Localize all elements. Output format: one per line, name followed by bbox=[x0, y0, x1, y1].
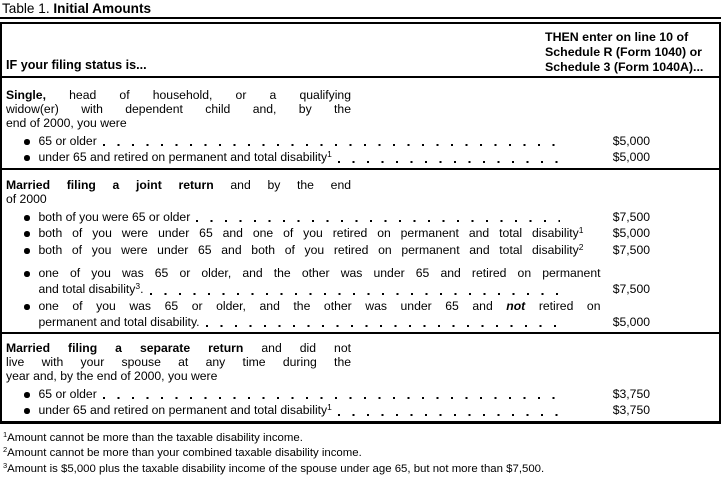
footnote-marker: 1 bbox=[3, 430, 8, 439]
filing-status-table bbox=[0, 22, 721, 424]
single-intro-line2: widow(er) with dependent child and, by the bbox=[6, 102, 351, 116]
amount-value: $7,500 bbox=[612, 282, 650, 296]
then-enter-header bbox=[545, 24, 717, 76]
row-text-period: . bbox=[140, 282, 144, 296]
dot-leader bbox=[196, 220, 560, 222]
footnote-ref: 1 bbox=[327, 149, 332, 159]
bullet-icon bbox=[24, 392, 30, 398]
footnote-ref: 2 bbox=[578, 242, 584, 252]
table-header-row bbox=[2, 24, 719, 78]
table-row bbox=[6, 403, 719, 419]
amount-value: $5,000 bbox=[612, 315, 650, 329]
footnote-text: Amount is $5,000 plus the taxable disability income of the spouse under age 65, but not more than $7,500. bbox=[7, 462, 545, 475]
if-filing-status-header: IF your filing status is... bbox=[6, 58, 147, 72]
then-header-line3: Schedule 3 (Form 1040A)... bbox=[545, 60, 704, 74]
table-row bbox=[6, 150, 719, 166]
separate-intro-line1 bbox=[6, 341, 351, 355]
footnote-ref: 1 bbox=[327, 402, 332, 412]
amount-value: $3,750 bbox=[612, 403, 650, 417]
footnote-marker: 3 bbox=[3, 460, 8, 470]
row-text bbox=[39, 299, 601, 314]
table-row bbox=[6, 210, 719, 225]
row-text bbox=[39, 282, 144, 298]
table-row bbox=[6, 226, 719, 242]
footnotes bbox=[0, 424, 721, 477]
amount-value: $7,500 bbox=[612, 243, 650, 257]
row-text: one of you was 65 or older, and the other was under 65 and retired on permanent bbox=[38, 266, 601, 280]
dot-leader bbox=[150, 293, 560, 295]
dot-leader bbox=[103, 397, 560, 399]
bullet-icon bbox=[24, 248, 30, 254]
table-row-continuation bbox=[6, 315, 719, 330]
title-divider bbox=[0, 17, 721, 19]
row-text bbox=[39, 226, 584, 242]
then-header-line1: THEN enter on line 10 of bbox=[545, 30, 689, 44]
amount-value: $5,000 bbox=[612, 134, 650, 148]
single-intro-line3: end of 2000, you were bbox=[6, 116, 127, 130]
footnote-ref: 1 bbox=[578, 225, 584, 235]
section-single bbox=[2, 78, 719, 170]
amount-value: $5,000 bbox=[612, 226, 650, 240]
dot-leader bbox=[206, 325, 560, 327]
dot-leader bbox=[338, 161, 560, 163]
row-text: 65 or older bbox=[38, 134, 97, 148]
table-row bbox=[6, 134, 719, 149]
joint-intro-rest: and by the end bbox=[213, 178, 352, 192]
row-text-post: retired on bbox=[525, 299, 601, 313]
row-spacer bbox=[584, 243, 605, 259]
bullet-icon bbox=[24, 271, 30, 277]
row-spacer bbox=[584, 226, 605, 242]
row-text-main: under 65 and retired on permanent and total disability bbox=[38, 403, 328, 417]
footnote-text: Amount cannot be more than your combined taxable disability income. bbox=[7, 447, 362, 460]
row-text bbox=[39, 403, 332, 419]
table-row-continuation bbox=[6, 282, 719, 298]
dot-leader bbox=[103, 144, 560, 146]
dot-leader bbox=[338, 414, 560, 416]
separate-intro-line2: live with your spouse at any time during the bbox=[6, 355, 351, 369]
then-header-line2: Schedule R (Form 1040) or bbox=[545, 45, 702, 59]
footnote-ref: 3 bbox=[135, 281, 141, 291]
page-title bbox=[0, 0, 721, 16]
amount-value: $5,000 bbox=[612, 150, 650, 164]
footnote-text: Amount cannot be more than the taxable disability income. bbox=[7, 432, 303, 444]
footnote-2 bbox=[3, 446, 721, 461]
footnote-3 bbox=[3, 462, 721, 477]
row-text: 65 or older bbox=[38, 387, 97, 401]
single-bold-label: Single, bbox=[6, 88, 46, 102]
row-text-main: both of you were under 65 and both of you retired on permanent and total disability bbox=[38, 243, 579, 257]
footnote-1 bbox=[3, 431, 721, 446]
bullet-icon bbox=[24, 304, 30, 310]
bullet-icon bbox=[24, 155, 30, 161]
joint-intro-line2: of 2000 bbox=[6, 192, 47, 206]
section-married-separate bbox=[2, 334, 719, 421]
bullet-icon bbox=[24, 139, 30, 145]
row-text-main: one of you was 65 or older, and the other was under 65 and bbox=[38, 299, 507, 313]
joint-intro-line1 bbox=[6, 178, 351, 192]
row-text: permanent and total disability. bbox=[38, 315, 200, 329]
amount-value: $7,500 bbox=[612, 210, 650, 224]
section-married-joint bbox=[2, 170, 719, 334]
table-row bbox=[6, 243, 719, 259]
row-text-emphasis: not bbox=[506, 299, 526, 313]
bullet-icon bbox=[24, 231, 30, 237]
table-row bbox=[6, 266, 719, 281]
single-intro-line1 bbox=[6, 88, 351, 102]
footnote-marker: 2 bbox=[3, 445, 8, 455]
row-text: both of you were 65 or older bbox=[38, 210, 191, 224]
bullet-icon bbox=[24, 408, 30, 414]
separate-intro-line3: year and, by the end of 2000, you were bbox=[6, 369, 218, 383]
row-text bbox=[39, 150, 332, 166]
table-number-label: Table 1. bbox=[2, 1, 50, 16]
single-intro-rest: head of household, or a qualifying bbox=[45, 88, 351, 102]
table-row bbox=[6, 299, 719, 314]
bullet-icon bbox=[24, 215, 30, 221]
separate-intro-rest: and did not bbox=[243, 341, 351, 355]
row-text-main: and total disability bbox=[38, 282, 136, 296]
joint-bold-label: Married filing a joint return bbox=[6, 178, 214, 192]
table-title: Initial Amounts bbox=[53, 1, 152, 16]
row-text-main: both of you were under 65 and one of you retired on permanent and total disability bbox=[38, 226, 579, 240]
row-text-main: under 65 and retired on permanent and total disability bbox=[38, 150, 328, 164]
separate-bold-label: Married filing a separate return bbox=[6, 341, 244, 355]
table-row bbox=[6, 387, 719, 402]
amount-value: $3,750 bbox=[612, 387, 650, 401]
row-text bbox=[39, 243, 584, 259]
